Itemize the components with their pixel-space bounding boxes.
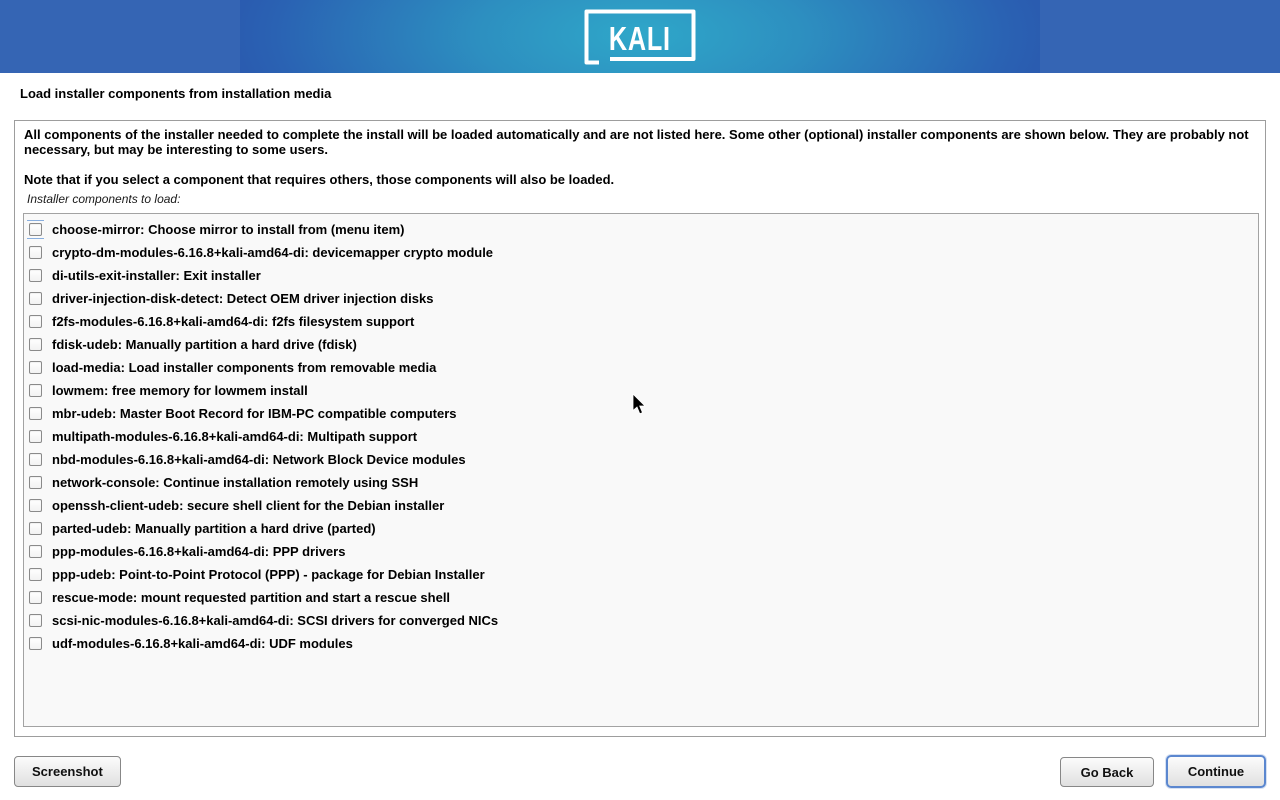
component-checkbox[interactable] [29,522,42,535]
component-checkbox[interactable] [29,361,42,374]
component-row[interactable] [24,609,1258,632]
component-label: ppp-udeb: Point-to-Point Protocol (PPP) - package for Debian Installer [52,567,485,582]
intro-paragraph: All components of the installer needed to complete the install will be loaded automatically and are not listed here. Some other (optional) installer components are shown below. They are probably not necessary, but may be interesting to some users. [24,127,1249,157]
checkbox-focus-ring [27,611,44,630]
component-label: crypto-dm-modules-6.16.8+kali-amd64-di: devicemapper crypto module [52,245,494,260]
header-banner [0,0,1280,73]
checkbox-focus-ring [27,220,44,239]
kali-logo-text: KALI [608,20,671,58]
component-row[interactable] [24,264,1258,287]
component-checkbox[interactable] [29,453,42,466]
component-label: scsi-nic-modules-6.16.8+kali-amd64-di: SCSI drivers for converged NICs [52,613,499,628]
checkbox-focus-ring [27,519,44,538]
checkbox-focus-ring [27,266,44,285]
component-label: choose-mirror: Choose mirror to install from (menu item) [52,222,405,237]
checkbox-focus-ring [27,312,44,331]
checkbox-focus-ring [27,588,44,607]
component-checkbox[interactable] [29,269,42,282]
checkbox-focus-ring [27,473,44,492]
component-row[interactable] [24,494,1258,517]
go-back-button[interactable]: Go Back [1060,757,1154,787]
checkbox-focus-ring [27,450,44,469]
component-checkbox[interactable] [29,591,42,604]
component-checkbox[interactable] [29,430,42,443]
component-label: udf-modules-6.16.8+kali-amd64-di: UDF modules [52,636,353,651]
component-row[interactable] [24,379,1258,402]
component-row[interactable] [24,333,1258,356]
component-checkbox[interactable] [29,568,42,581]
component-row[interactable] [24,563,1258,586]
component-label: load-media: Load installer components from removable media [52,360,437,375]
kali-logo [584,9,696,65]
components-list[interactable] [23,213,1259,727]
component-row[interactable] [24,287,1258,310]
component-checkbox[interactable] [29,223,42,236]
checkbox-focus-ring [27,565,44,584]
component-row[interactable] [24,425,1258,448]
component-row[interactable] [24,310,1258,333]
component-label: openssh-client-udeb: secure shell client for the Debian installer [52,498,445,513]
component-checkbox[interactable] [29,315,42,328]
component-checkbox[interactable] [29,637,42,650]
kali-logo-frame-icon [584,9,696,65]
component-label: f2fs-modules-6.16.8+kali-amd64-di: f2fs filesystem support [52,314,415,329]
component-row[interactable] [24,540,1258,563]
component-checkbox[interactable] [29,338,42,351]
checkbox-focus-ring [27,358,44,377]
component-label: driver-injection-disk-detect: Detect OEM driver injection disks [52,291,434,306]
component-checkbox[interactable] [29,476,42,489]
component-row[interactable] [24,471,1258,494]
component-row[interactable] [24,356,1258,379]
component-label: lowmem: free memory for lowmem install [52,383,308,398]
component-checkbox[interactable] [29,545,42,558]
component-row[interactable] [24,448,1258,471]
component-checkbox[interactable] [29,292,42,305]
component-row[interactable] [24,586,1258,609]
component-label: parted-udeb: Manually partition a hard drive (parted) [52,521,376,536]
component-checkbox[interactable] [29,246,42,259]
component-row[interactable] [24,402,1258,425]
component-checkbox[interactable] [29,384,42,397]
checkbox-focus-ring [27,496,44,515]
component-row[interactable] [24,632,1258,655]
checkbox-focus-ring [27,289,44,308]
content-box [14,120,1266,737]
checkbox-focus-ring [27,381,44,400]
component-label: rescue-mode: mount requested partition and start a rescue shell [52,590,451,605]
component-checkbox[interactable] [29,614,42,627]
continue-button[interactable]: Continue [1166,755,1266,788]
intro-note: Note that if you select a component that requires others, those components will also be loaded. [24,172,615,187]
component-row[interactable] [24,241,1258,264]
components-list-label: Installer components to load: [27,192,181,206]
checkbox-focus-ring [27,542,44,561]
component-label: ppp-modules-6.16.8+kali-amd64-di: PPP drivers [52,544,346,559]
checkbox-focus-ring [27,335,44,354]
page-title: Load installer components from installation media [20,86,332,101]
component-label: multipath-modules-6.16.8+kali-amd64-di: Multipath support [52,429,418,444]
component-label: di-utils-exit-installer: Exit installer [52,268,261,283]
component-label: mbr-udeb: Master Boot Record for IBM-PC compatible computers [52,406,457,421]
component-row[interactable] [24,517,1258,540]
component-label: nbd-modules-6.16.8+kali-amd64-di: Network Block Device modules [52,452,466,467]
screenshot-button[interactable]: Screenshot [14,756,121,787]
checkbox-focus-ring [27,243,44,262]
component-checkbox[interactable] [29,407,42,420]
checkbox-focus-ring [27,427,44,446]
component-row[interactable] [24,218,1258,241]
component-label: fdisk-udeb: Manually partition a hard drive (fdisk) [52,337,357,352]
checkbox-focus-ring [27,634,44,653]
component-label: network-console: Continue installation remotely using SSH [52,475,419,490]
checkbox-focus-ring [27,404,44,423]
component-checkbox[interactable] [29,499,42,512]
